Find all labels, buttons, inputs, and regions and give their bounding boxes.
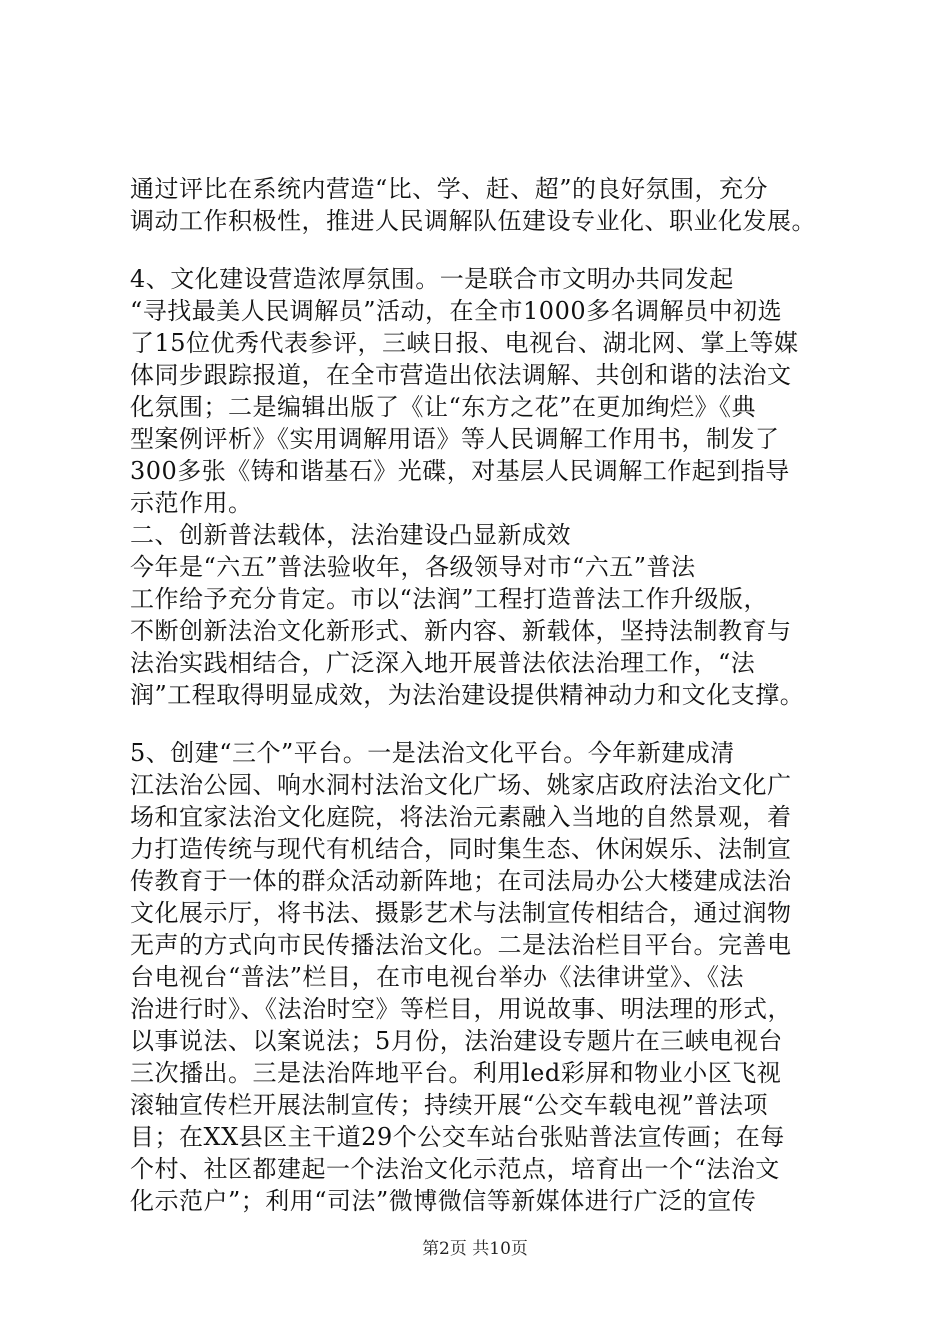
text-line: 法治实践相结合，广泛深入地开展普法依法治理工作，“法 (130, 649, 756, 677)
text-line: 三次播出。三是法治阵地平台。利用led彩屏和物业小区飞视 (130, 1059, 782, 1087)
paragraph-culture-building (130, 263, 850, 711)
text-line: 今年是“六五”普法验收年，各级领导对市“六五”普法 (130, 553, 696, 581)
text-line: 力打造传统与现代有机结合，同时集生态、休闲娱乐、法制宣 (130, 835, 792, 863)
text-line: 型案例评析》《实用调解用语》等人民调解工作用书，制发了 (130, 425, 780, 453)
text-line: 300多张《铸和谐基石》光碟，对基层人民调解工作起到指导 (130, 457, 790, 485)
text-line: “寻找最美人民调解员”活动，在全市1000多名调解员中初选 (130, 297, 783, 325)
text-line: 传教育于一体的群众活动新阵地；在司法局办公大楼建成法治 (130, 867, 792, 895)
text-line: 滚轴宣传栏开展法制宣传；持续开展“公交车载电视”普法项 (130, 1091, 769, 1119)
text-line: 工作给予充分肯定。市以“法润”工程打造普法工作升级版， (130, 585, 769, 613)
text-line: 以事说法、以案说法；5月份，法治建设专题片在三峡电视台 (130, 1027, 783, 1055)
text-line: 示范作用。 (130, 489, 253, 517)
text-line: 个村、社区都建起一个法治文化示范点，培育出一个“法治文 (130, 1155, 780, 1183)
text-line: 润”工程取得明显成效，为法治建设提供精神动力和文化支撑。 (130, 681, 805, 709)
text-line: 江法治公园、响水洞村法治文化广场、姚家店政府法治文化广 (130, 771, 792, 799)
text-line: 文化展示厅，将书法、摄影艺术与法制宣传相结合，通过润物 (130, 899, 792, 927)
paragraph-three-platforms (130, 737, 850, 1217)
paragraph-continuation (130, 173, 850, 237)
text-line: 通过评比在系统内营造“比、学、赶、超”的良好氛围，充分 (130, 175, 769, 203)
text-line: 治进行时》、《法治时空》等栏目，用说故事、明法理的形式， (130, 995, 792, 1023)
text-line: 化氛围；二是编辑出版了《让“东方之花”在更加绚烂》《典 (130, 393, 757, 421)
text-line: 4、文化建设营造浓厚氛围。一是联合市文明办共同发起 (130, 265, 734, 293)
text-line: 台电视台“普法”栏目，在市电视台举办《法律讲堂》、《法 (130, 963, 745, 991)
text-line: 场和宜家法治文化庭院，将法治元素融入当地的自然景观，着 (130, 803, 792, 831)
paragraph-gap (130, 711, 850, 737)
text-line: 5、创建“三个”平台。一是法治文化平台。今年新建成清 (130, 739, 735, 767)
paragraph-gap (130, 237, 850, 263)
text-line: 了15位优秀代表参评，三峡日报、电视台、湖北网、掌上等媒 (130, 329, 799, 357)
text-line: 不断创新法治文化新形式、新内容、新载体，坚持法制教育与 (130, 617, 792, 645)
document-body (130, 173, 850, 1217)
text-line: 体同步跟踪报道，在全市营造出依法调解、共创和谐的法治文 (130, 361, 792, 389)
text-line: 二、创新普法载体，法治建设凸显新成效 (130, 521, 571, 549)
text-line: 目；在XX县区主干道29个公交车站台张贴普法宣传画；在每 (130, 1123, 785, 1151)
text-line: 无声的方式向市民传播法治文化。二是法治栏目平台。完善电 (130, 931, 792, 959)
page-footer: 第2页 共10页 (422, 1239, 528, 1259)
text-line: 调动工作积极性，推进人民调解队伍建设专业化、职业化发展。 (130, 207, 816, 235)
text-line: 化示范户”；利用“司法”微博微信等新媒体进行广泛的宣传 (130, 1187, 757, 1215)
